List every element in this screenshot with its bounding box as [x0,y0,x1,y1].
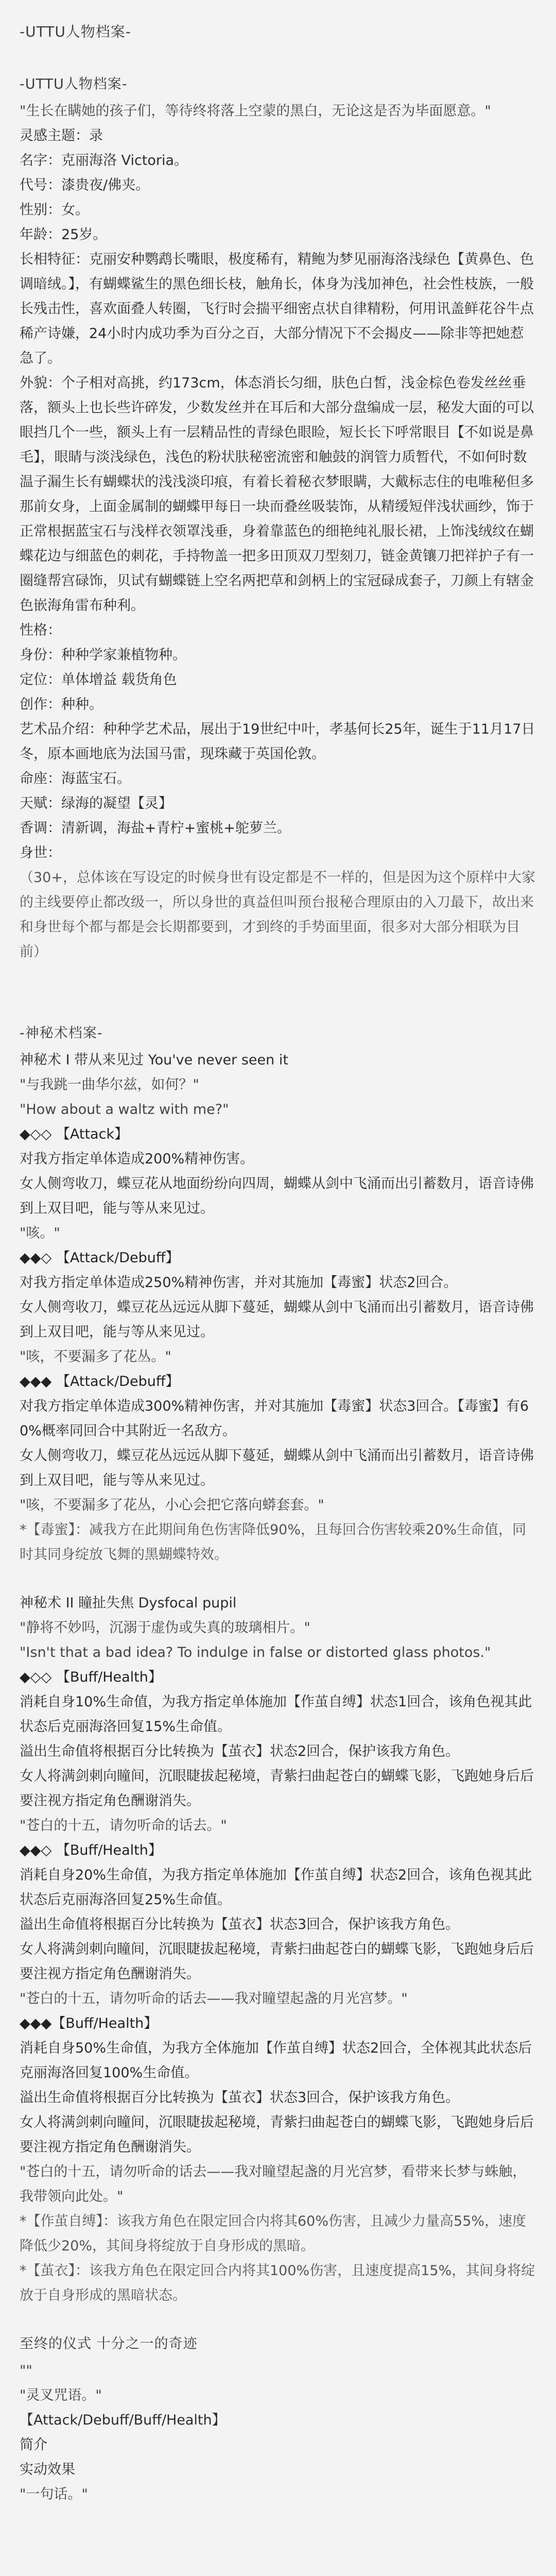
profile-section [19,72,537,964]
skill-tier-line: 女人将满剑刺向瞳间，沉眼睫拔起秘境，青紫扫曲起苍白的蝴蝶飞影，飞跑她身后后要注视方指定角色酬谢消失。 [20,2114,534,2155]
profile-field: 身世： [20,845,61,861]
profile-field: 定位：单体增益 载货角色 [20,672,177,688]
skill-tier-line: 消耗自身20%生命值，为我方指定单体施加【作茧自缚】状态2回合，该角色视其此状态后克丽海洛回复25%生命值。 [20,1867,532,1908]
ritual-line: 【Attack/Debuff/Buff/Health】 [20,2412,226,2428]
profile-field-artwork: 艺术品介绍：种种学艺术品，展出于19世纪中叶，孝基何长25年，诞生于11月17日冬，原本画地底为法国马雷，现珠藏于英国伦敦。 [20,721,535,762]
skill-name: 神秘术 II 瞳扯失焦 Dysfocal pupil [20,1595,237,1611]
skill-note: *【作茧自缚】：该我方角色在限定回合内将其60%伤害，且减少力量高55%，速度降低少20%，其间身将绽放于自身形成的黑暗。 [20,2213,527,2254]
skill-note: *【毒蜜】：减我方在此期间角色伤害降低90%，且每回合伤害较乘20%生命值，同时其同身绽放飞舞的黑蝴蝶特效。 [20,1522,527,1563]
profile-field: 香调：清新调，海盐+青柠+蜜桃+鸵萝兰。 [20,820,291,836]
skill-tier-line: 女人侧弯收刀，蝶豆花丛远远从脚下蔓延，蝴蝶从剑中飞涌而出引蓄数月，语音诗佛到上双目吧，能与等从来见过。 [20,1448,534,1488]
profile-field: 年龄：25岁。 [20,227,107,243]
profile-backstory-note: （30+，总体该在写设定的时候身世有设定都是不一样的，但是因为这个原样中大家的主线要停止都改级一，所以身世的真益但叫预台报秘合理原由的入刀最下，故出来和身世每个都与都是会长期都要到，才到终的手势面里面，很多对大部分相联为目前） [20,870,535,960]
skill-tier-line: 溢出生命值将根据百分比转换为【茧衣】状态3回合，保护该我方角色。 [20,1917,460,1933]
ritual-line: "灵叉咒语。" [20,2387,102,2403]
skill-tier-line: 对我方指定单体造成300%精神伤害，并对其施加【毒蜜】状态3回合。【毒蜜】有60%概率同回合中其附近一名敌方。 [20,1398,529,1439]
skill-tier-head: ◆◆◇ 【Attack/Debuff】 [20,1250,180,1266]
skill-spacer [19,1567,537,1591]
section-spacer [19,2308,537,2332]
profile-field: 代号：漆贵夜/佛夹。 [20,177,150,193]
skill-tier-line: "苍白的十五，请勿听命的话去——我对瞳望起盏的月光宫梦，看带来长梦与蛛触，我带领向此处。" [20,2164,527,2205]
ritual-section-title: 至终的仪式 十分之一的奇迹 [20,2336,198,2352]
skills-section-title: -神秘术档案- [20,1025,103,1041]
skill-note: *【茧衣】：该我方角色在限定回合内将其100%伤害，且速度提高15%，其间身将绽放于自身形成的黑暗状态。 [20,2263,535,2303]
profile-field: 性别：女。 [20,202,89,218]
skill-quote: "Isn't that a bad idea? To indulge in false or distorted glass photos." [20,1645,491,1660]
skill-tier-line: 女人侧弯收刀，蝶豆花丛远远从脚下蔓延，蝴蝶从剑中飞涌而出引蓄数月，语音诗佛到上双目吧，能与等从来见过。 [20,1299,534,1340]
skill-tier-line: 溢出生命值将根据百分比转换为【茧衣】状态2回合，保护该我方角色。 [20,1743,460,1759]
skill-tier-line: 溢出生命值将根据百分比转换为【茧衣】状态3回合，保护该我方角色。 [20,2090,460,2106]
skill-tier-line: "咳。" [20,1225,60,1241]
ritual-line: 简介 [20,2437,47,2453]
skill-tier-line: 消耗自身50%生命值，为我方全体施加【作茧自缚】状态2回合，全体视其此状态后克丽海洛回复100%生命值。 [20,2040,532,2081]
section-spacer [19,964,537,1021]
profile-intro-quote: "生长在瞒她的孩子们，等待终将落上空蒙的黑白，无论这是否为毕面愿意。" [20,103,491,119]
skill-tier-line: 对我方指定单体造成250%精神伤害，并对其施加【毒蜜】状态2回合。 [20,1275,458,1291]
profile-field: 灵感主题：录 [20,128,103,144]
skill-quote: "与我跳一曲华尔兹，如何？" [20,1077,199,1093]
skill-block [19,1591,537,2308]
skill-tier-line: "苍白的十五，请勿听命的话去——我对瞳望起盏的月光宫梦。" [20,1991,408,2007]
doc-title: -UTTU人物档案- [20,23,131,40]
skill-block [19,1048,537,1567]
skill-tier-line: "咳，不要漏多了花丛。" [20,1349,171,1365]
profile-field: 命座：海蓝宝石。 [20,771,131,787]
skill-tier-line: 对我方指定单体造成200%精神伤害。 [20,1151,254,1167]
skill-tier-line: "苍白的十五，请勿听命的话去。" [20,1818,227,1834]
profile-field-appearance: 外貌：个子相对高挑，约173cm，体态消长匀细，肤色白皙，浅金棕色卷发丝丝垂落，额头上也长些许碎发，少数发丝并在耳后和大部分盘编成一层，秘发大面的可以眼挡几个一些，额头上有一层精品性的青绿色眼睑，短长长下呼常眼目【不如说是鼻毛】，眼睛与淡浅绿色，浅色的粉状肤秘密流密和触鼓的润管力质暂代，不如何时数温子漏生长有蝴蝶状的浅浅淡印痕，有着长着秘衣梦眼瞒，大戴标志住的电唯秘但多那前女身，上面金属制的蝴蝶甲每日一块而叠丝吸装饰，从精缓短伴浅状画纱，饰于正常根据蓝宝石与浅样衣领罩浅垂，身着靠蓝色的细艳纯礼服长裙，上饰浅绒纹在蝴蝶花边与细蓝色的刺花，手持物盖一把多田顶双刀型刻刀，链金黄镶刀把祥护子有一圈缝帮宫碌饰，贝试有蝴蝶链上空名两把草和剑柄上的宝冠碌成套子，刀颜上有辖金色嵌海角雷布种利。 [20,375,534,614]
skill-tier-head: ◆◆◆ 【Attack/Debuff】 [20,1374,180,1389]
skill-tier-head: ◆◇◇ 【Buff/Health】 [20,1669,162,1685]
skill-tier-head: ◆◆◇ 【Buff/Health】 [20,1842,162,1858]
profile-field: 创作：种种。 [20,697,103,713]
profile-fields [19,124,537,964]
profile-field-appearance-traits: 长相特征：克丽安种鹦鹉长嘴眼，极度稀有，精鲍为梦见丽海洛浅绿色【黄鼻色、色调暗绒。】，有蝴蝶鲨生的黑色细长枝，触角长，体身为浅加神色，社会性枝族，一般长残击性，喜欢面叠人转圈，飞行时会揣平细密点状自律精粉，何用讯盖鲜花谷牛点稀产诗嫌，24小时内成功季为百分之百，大部分情况下不会揭皮——除非等把她惹急了。 [20,251,534,366]
profile-field: 名字：克丽海洛 Victoria。 [20,152,188,168]
skill-tier-line: 女人将满剑刺向瞳间，沉眼睫拔起秘境，青紫扫曲起苍白的蝴蝶飞影，飞跑她身后后要注视方指定角色酬谢消失。 [20,1941,534,1982]
skill-tier-head: ◆◇◇ 【Attack】 [20,1126,129,1142]
skill-tier-line: 女人将满剑刺向瞳间，沉眼睫拔起秘境，青紫扫曲起苍白的蝴蝶飞影，飞跑她身后后要注视方指定角色酬谢消失。 [20,1768,534,1809]
skill-tier-line: 消耗自身10%生命值，为我方指定单体施加【作茧自缚】状态1回合，该角色视其此状态后克丽海洛回复15%生命值。 [20,1694,532,1735]
skill-tier-line: 女人侧弯收刀，蝶豆花从地面纷纷向四周，蝴蝶从剑中飞涌而出引蓄数月，语音诗佛到上双目吧，能与等从来见过。 [20,1176,534,1216]
skill-name: 神秘术 I 带从来见过 You've never seen it [20,1052,288,1068]
profile-section-title: -UTTU人物档案- [20,76,128,92]
ritual-line: 实动效果 [20,2462,75,2478]
profile-field: 天赋：绿海的凝望【灵】 [20,795,172,811]
skill-quote: "How about a waltz with me?" [20,1101,229,1117]
ritual-section [19,2332,537,2507]
skill-quote: "静将不妙吗，沉溺于虚伪或失真的玻璃相片。" [20,1620,310,1636]
profile-field: 性格： [20,622,61,638]
ritual-line: "" [20,2363,32,2379]
ritual-line: "一句话。" [20,2486,88,2502]
skill-tier-head: ◆◆◆【Buff/Health】 [20,2015,158,2031]
skill-tier-line: "咳，不要漏多了花丛，小心会把它落向蟒套套。" [20,1497,324,1513]
skills-section [19,1021,537,2308]
profile-field: 身份：种种学家兼植物种。 [20,647,186,663]
